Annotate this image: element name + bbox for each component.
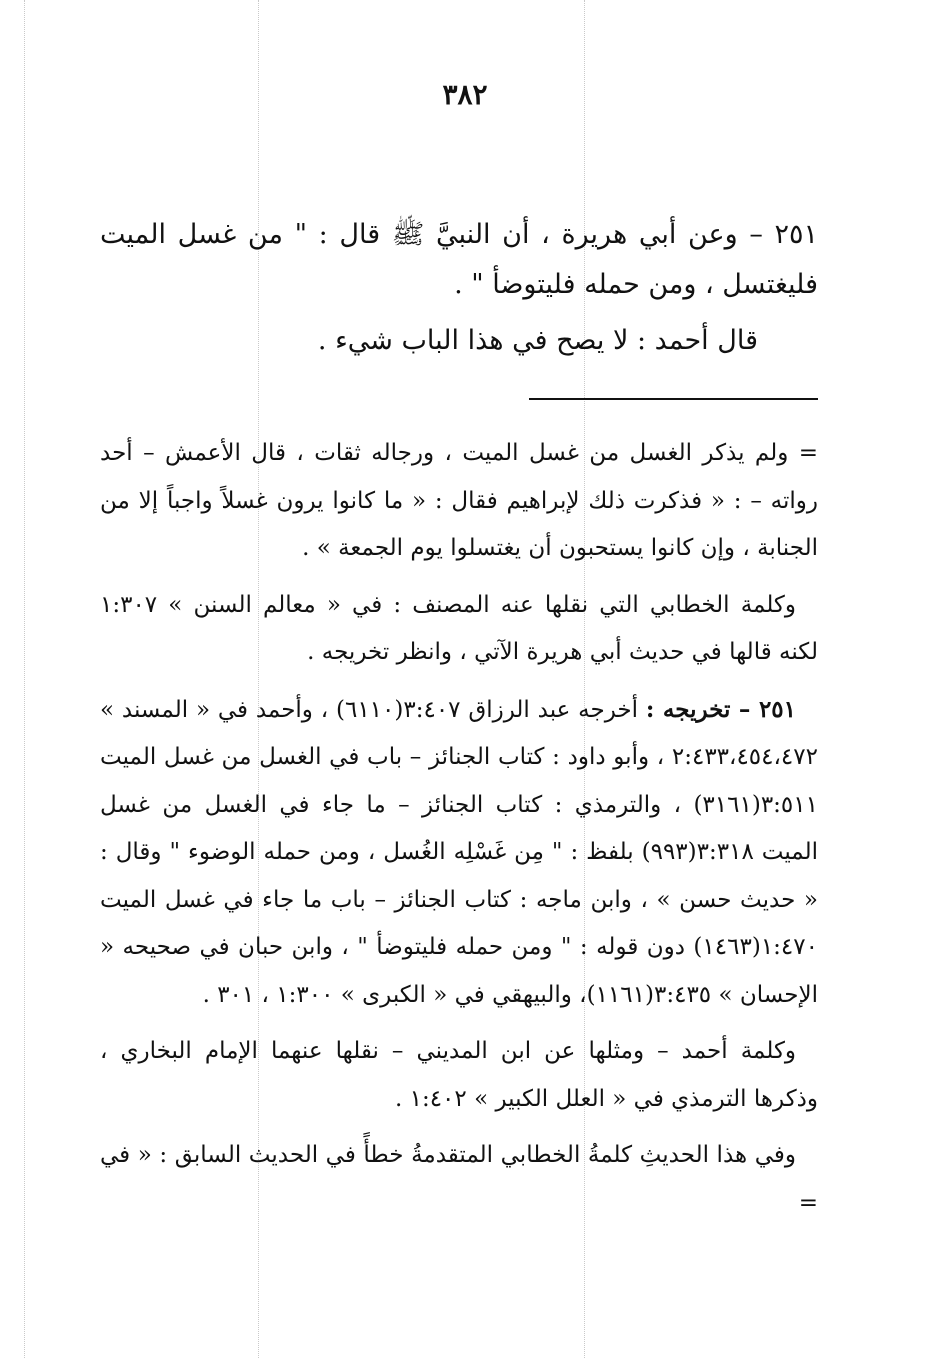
takhrij-label: ٢٥١ – تخريجه : bbox=[645, 695, 797, 723]
footnote-separator bbox=[529, 398, 818, 400]
page-number: ٣٨٢ bbox=[442, 78, 488, 111]
footnotes-block bbox=[100, 430, 818, 1236]
footnote-last: وفي هذا الحديثِ كلمةُ الخطابي المتقدمةُ خطأً في الحديث السابق : « في = bbox=[100, 1142, 818, 1216]
footnote-ahmad: وكلمة أحمد – ومثلها عن ابن المديني – نقلها عنهما الإمام البخاري ، وذكرها الترمذي في « العلل الكبير » ١:٤٠٢ . bbox=[100, 1038, 818, 1112]
hadith-text: ٢٥١ – وعن أبي هريرة ، أن النبيَّ ﷺ قال : " من غسل الميت فليغتسل ، ومن حمله فليتوضأ " . bbox=[100, 219, 818, 300]
footnote-takhrij bbox=[100, 686, 818, 1020]
hadith-ruling: قال أحمد : لا يصح في هذا الباب شيء . bbox=[317, 325, 758, 356]
footnote-khattabi: وكلمة الخطابي التي نقلها عنه المصنف : في « معالم السنن » ١:٣٠٧ لكنه قالها في حديث أبي هريرة الآتي ، وانظر تخريجه . bbox=[100, 591, 818, 665]
hadith-block bbox=[100, 210, 818, 366]
scan-guide-line bbox=[24, 0, 25, 1358]
takhrij-text: أخرجه عبد الرزاق ٣:٤٠٧(٦١١٠) ، وأحمد في « المسند » ٢:٤٣٣،٤٥٤،٤٧٢ ، وأبو داود : كتاب الجنائز – باب في الغسل من غسل الميت ٣:٥١١(٣١٦١) ، والترمذي : كتاب الجنائز – ما جاء في الغسل من غسل الميت ٣:٣١٨(٩٩٣) بلفظ : " مِن غَسْلِه الغُسل ، ومن حمله الوضوء " وقال : « حديث حسن » ، وابن ماجه : كتاب الجنائز – باب ما جاء في غسل الميت ١:٤٧٠(١٤٦٣) دون قوله : " ومن حمله فليتوضأ " ، وابن حبان في صحيحه « الإحسان » ٣:٤٣٥(١١٦١)، والبيهقي في « الكبرى » ١:٣٠٠ ، ٣٠١ . bbox=[100, 696, 818, 1008]
footnote-continuation: = ولم يذكر الغسل من غسل الميت ، ورجاله ثقات ، قال الأعمش – أحد رواته – : « فذكرت ذلك لإبراهيم فقال : « ما كانوا يرون غسلاً واجباً إلا من الجنابة ، وإن كانوا يستحبون أن يغتسلوا يوم الجمعة » . bbox=[100, 440, 818, 561]
